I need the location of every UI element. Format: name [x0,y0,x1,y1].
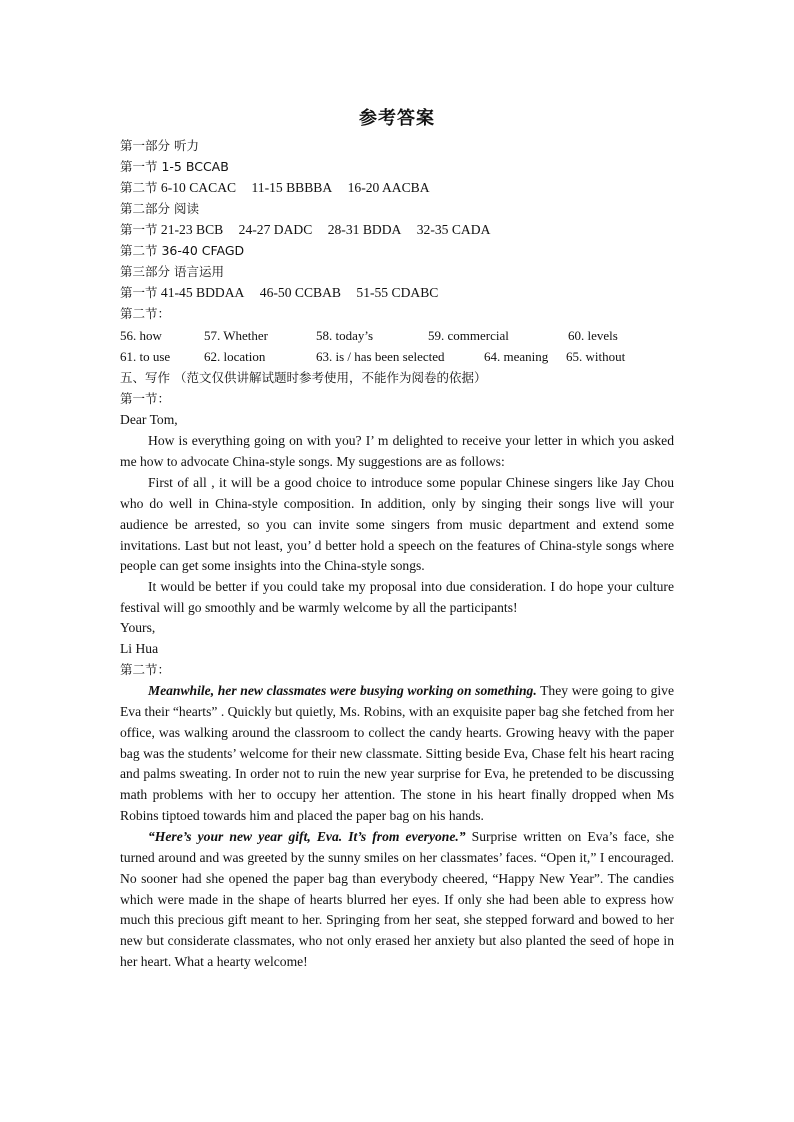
story-lead-sentence: Meanwhile, her new classmates were busying working on something. [148,683,537,698]
grammar-answer: 64. meaning [484,349,549,364]
story-body: They were going to give Eva their “hearts” . Quickly but quietly, Ms. Robins, with an exquisite paper bag she fetched from her office, was walking around the classroom to collect the candy hearts. Growing heavy with the paper bag was the students’ welcome for their new classmate. Sitting beside Eva, Chase felt his heart racing and palms sweating. In order not to ruin the new year surprise for Eva, he pretended to be discussing math problems with her to occupy her attention. The stone in his heart finally dropped when Ms Robins tiptoed towards him and placed the paper bag on his hands. [120,683,674,824]
grammar-answer: 63. is / has been selected [316,349,445,364]
part2-section1-label: 第一节 [120,222,158,237]
part1-section2 [120,178,430,199]
answer-group: 11-15 BBBBA [251,180,333,195]
grammar-answer: 61. to use [120,349,171,364]
part3-heading: 第三部分 语言运用 [120,264,224,279]
part1-heading: 第一部分 听力 [120,138,199,153]
answer-group: 21-23 BCB [160,222,224,237]
answer-group: 6-10 CACAC [160,180,237,195]
part2-section2-text: 第二节 36-40 CFAGD [120,243,245,258]
story-body: Surprise written on Eva’s face, she turned around and was greeted by the sunny smiles on her classmates’ faces. “Open it,” I encouraged. No sooner had she opened the paper bag than everybody cheered, “Happy New Year”. The candies which were made in the shape of hearts blurred her eyes. If only she had been able to express how much this precious gift meant to her. Springing from her seat, she stepped forward and bowed to her new but considerate classmates, who not only erased her anxiety but also planted the seed of hope in her heart. What a hearty welcome! [120,829,674,970]
grammar-answer: 60. levels [568,328,618,343]
letter-greeting: Dear Tom, [120,412,178,427]
part3-section2-label: 第二节： [120,306,171,321]
page-title: 参考答案 [359,108,435,129]
part1-section1 [120,157,229,178]
part2-section2 [120,241,244,262]
answer-group: 24-27 DADC [238,222,313,237]
grammar-answer: 59. commercial [428,328,509,343]
grammar-answer: 65. without [566,349,626,364]
grammar-answer: 57. Whether [204,328,269,343]
part1-section2-label: 第二节 [120,180,158,195]
grammar-answer: 62. location [204,349,266,364]
letter-paragraph: It would be better if you could take my proposal into due consideration. I do hope your culture festival will go smoothly and be warmly welcome by all the participants! [120,579,674,615]
answer-group: 51-55 CDABC [356,285,439,300]
answer-group: 16-20 AACBA [347,180,430,195]
letter-paragraph: First of all , it will be a good choice to introduce some popular Chinese singers like Jay Chou who do well in China-style composition. In addition, only by singing their songs live will your audience be arrested, so you can invite some singers from music department and extend some invitations. Last but not least, you’ d better hold a speech on the features of China-style songs where people can get some insights into the China-style songs. [120,475,674,574]
answer-group: 41-45 BDDAA [160,285,245,300]
grammar-answer: 58. today’s [316,328,374,343]
story-lead-sentence: “Here’s your new year gift, Eva. It’s from everyone.” [148,829,466,844]
part1-section1-text: 第一节 1-5 BCCAB [120,159,229,174]
letter-signature: Li Hua [120,641,159,656]
part2-heading: 第二部分 阅读 [120,201,199,216]
grammar-answer: 56. how [120,328,162,343]
answer-group: 28-31 BDDA [327,222,402,237]
part2-section1 [120,220,490,241]
letter-closing: Yours, [120,620,156,635]
answer-group: 46-50 CCBAB [259,285,341,300]
story-paragraph [120,681,674,827]
writing-section1-label: 第一节： [120,391,171,406]
writing-section2-label: 第二节： [120,662,171,677]
part3-section1-label: 第一节 [120,285,158,300]
writing-note: （范文仅供讲解试题时参考使用，不能作为阅卷的依据） [174,370,487,385]
part3-section1 [120,283,438,304]
story-paragraph [120,827,674,973]
letter-paragraph: How is everything going on with you? I’ m delighted to receive your letter in which you asked me how to advocate China-style songs. My suggestions are as follows: [120,433,674,469]
writing-heading: 五、写作 [120,370,171,385]
writing-heading-line [120,368,487,389]
answer-group: 32-35 CADA [416,222,491,237]
